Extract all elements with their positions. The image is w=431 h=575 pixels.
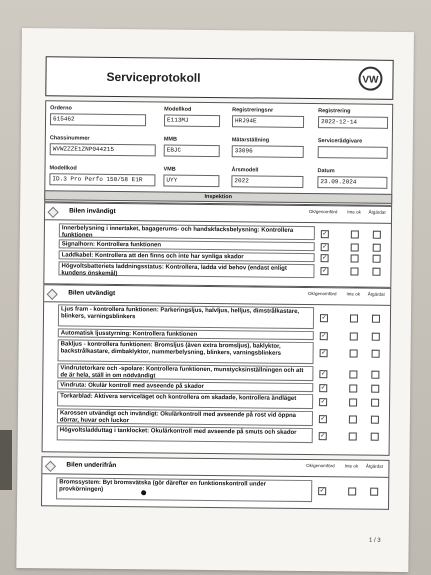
checkbox-ok[interactable]: ✓ (322, 244, 328, 251)
checkbox-fixed[interactable] (372, 315, 380, 323)
list-item: Innerbelysning i innertaket, bagagerums- och handskfacksbelysning: Kontrollera funktionen (59, 223, 315, 240)
ink-dot (141, 490, 146, 495)
list-item: Vindrutetorkare och -spolare: Kontrollera funktionen, munstycksinställningen och att de är hela, ställ in om nödvändigt (57, 363, 313, 381)
checkbox-fixed[interactable] (371, 399, 379, 407)
field-orderno: Orderno 615462 (50, 105, 146, 126)
checkbox-fixed[interactable] (373, 244, 381, 252)
checkbox-ok[interactable]: ✓ (320, 385, 326, 392)
checkbox-ok[interactable]: ✓ (322, 231, 328, 238)
checkbox-ok[interactable]: ✓ (321, 315, 327, 322)
list-item: Karossen utvändigt och invändigt: Okulärkontroll med avseende på rost vid öppna dörrar, huvar och luckor (57, 408, 313, 426)
checkbox-ok[interactable]: ✓ (321, 268, 328, 275)
field-modell: Modellkod ID.3 Pro Perfo 150/58 E1R (49, 165, 155, 186)
field-servicerad: Servicerådgivare (318, 138, 388, 159)
checkbox-fixed[interactable] (372, 333, 380, 341)
inspection-bar: Inspektion (44, 190, 392, 204)
checkbox-not-ok[interactable] (349, 384, 357, 392)
list-item: Automatisk ljusstyrning: Kontrollera funktionen (58, 328, 314, 340)
list-item: Bromssystem: Byt bromsvätska (gör därefter en funktionskontroll under provkörningen) (56, 477, 312, 502)
section-interior (43, 202, 392, 288)
vw-logo-icon: VW (358, 67, 382, 91)
section-header: Bilen utvändigt Ok/genomförd Inte ok Åtgärdat (44, 285, 390, 306)
checkbox-fixed[interactable] (371, 385, 379, 393)
field-chassinummer: Chassinummer WVWZZZE1ZNP044215 (50, 135, 156, 156)
checkbox-not-ok[interactable] (350, 267, 358, 275)
checkbox-not-ok[interactable] (349, 415, 357, 423)
service-protocol-sheet (16, 28, 414, 572)
section-header: Bilen invändigt Ok/genomförd Inte ok Åtgärdat (45, 203, 391, 224)
section-underside (41, 456, 390, 510)
checkbox-fixed[interactable] (373, 231, 381, 239)
checkbox-not-ok[interactable] (350, 332, 358, 340)
checkbox-not-ok[interactable] (351, 230, 359, 238)
checkbox-fixed[interactable] (371, 416, 379, 424)
checkbox-ok[interactable]: ✓ (321, 350, 327, 357)
checkbox-ok[interactable]: ✓ (322, 255, 328, 262)
list-item: Torkarblad: Aktivera serviceläget och kontrollera om skadade, kontrollera ändläget (57, 391, 313, 409)
field-matarstallning: Mätarställning 33096 (232, 137, 304, 158)
checkbox-ok[interactable]: ✓ (320, 416, 326, 423)
field-mmb: MMB EBJC (164, 136, 220, 157)
checkbox-not-ok[interactable] (351, 243, 359, 251)
checkbox-fixed[interactable] (371, 371, 379, 379)
checkbox-fixed[interactable] (371, 433, 379, 441)
checkbox-not-ok[interactable] (349, 432, 357, 440)
checkbox-not-ok[interactable] (348, 487, 356, 495)
checkbox-not-ok[interactable] (349, 398, 357, 406)
checkbox-ok[interactable]: ✓ (319, 488, 325, 495)
section-header: Bilen underifrån Ok/genomförd Inte ok Åtgärdat (42, 457, 388, 478)
list-item: Vindruta: Okulär kontroll med avseende på skador (57, 380, 313, 392)
checkbox-not-ok[interactable] (349, 370, 357, 378)
document-title: Serviceprotokoll (106, 69, 201, 85)
list-item: Ljus fram - kontrollera funktionen: Parkeringsljus, halvljus, helljus, dimstrålkastare, blinkers, varningsblinkers (58, 304, 314, 329)
page-number: 1 / 3 (368, 537, 381, 544)
list-item: Bakljus - kontrollera funktionen: Bromsljus (även extra bromsljus), baklyktor, backstrålkastare, dimbaklyktor, nummerbelysning, blinkers, varningsblinkers (58, 339, 314, 364)
list-item: Högvoltsbatteriets laddningsstatus: Kontrollera, ladda vid behov (endast enligt kundens önskemål) (58, 261, 314, 278)
field-modellkod: Modellkod E113MJ (164, 106, 220, 127)
checkbox-ok[interactable]: ✓ (320, 371, 326, 378)
checkbox-ok[interactable]: ✓ (320, 433, 326, 440)
checkbox-ok[interactable]: ✓ (320, 399, 326, 406)
section-exterior (42, 284, 392, 456)
field-datum: Datum 23.09.2024 (317, 168, 387, 189)
checkbox-fixed[interactable] (372, 268, 380, 276)
checkbox-not-ok[interactable] (350, 314, 358, 322)
list-item: Laddkabel: Kontrollera att den finns och inte har synliga skador (59, 250, 315, 262)
checkbox-ok[interactable]: ✓ (321, 333, 327, 340)
checkbox-not-ok[interactable] (351, 254, 359, 262)
field-regnr: Registreringsnr HRJ94E (232, 107, 304, 128)
checkbox-fixed[interactable] (372, 350, 380, 358)
checkbox-fixed[interactable] (373, 255, 381, 263)
background-edge (0, 430, 12, 490)
checkbox-not-ok[interactable] (350, 349, 358, 357)
field-vmb: VMB UYY (163, 166, 219, 187)
checkbox-fixed[interactable] (370, 488, 378, 496)
field-arsmodell: Årsmodell 2022 (231, 167, 303, 188)
list-item: Högvoltsladduttag i tanklocket: Okulärkontroll med avseende på smuts och skador (57, 425, 313, 443)
field-registrering: Registrering 2022-12-14 (318, 108, 388, 129)
list-item: Signalhorn: Kontrollera funktionen (59, 239, 315, 251)
title-box (45, 56, 393, 100)
